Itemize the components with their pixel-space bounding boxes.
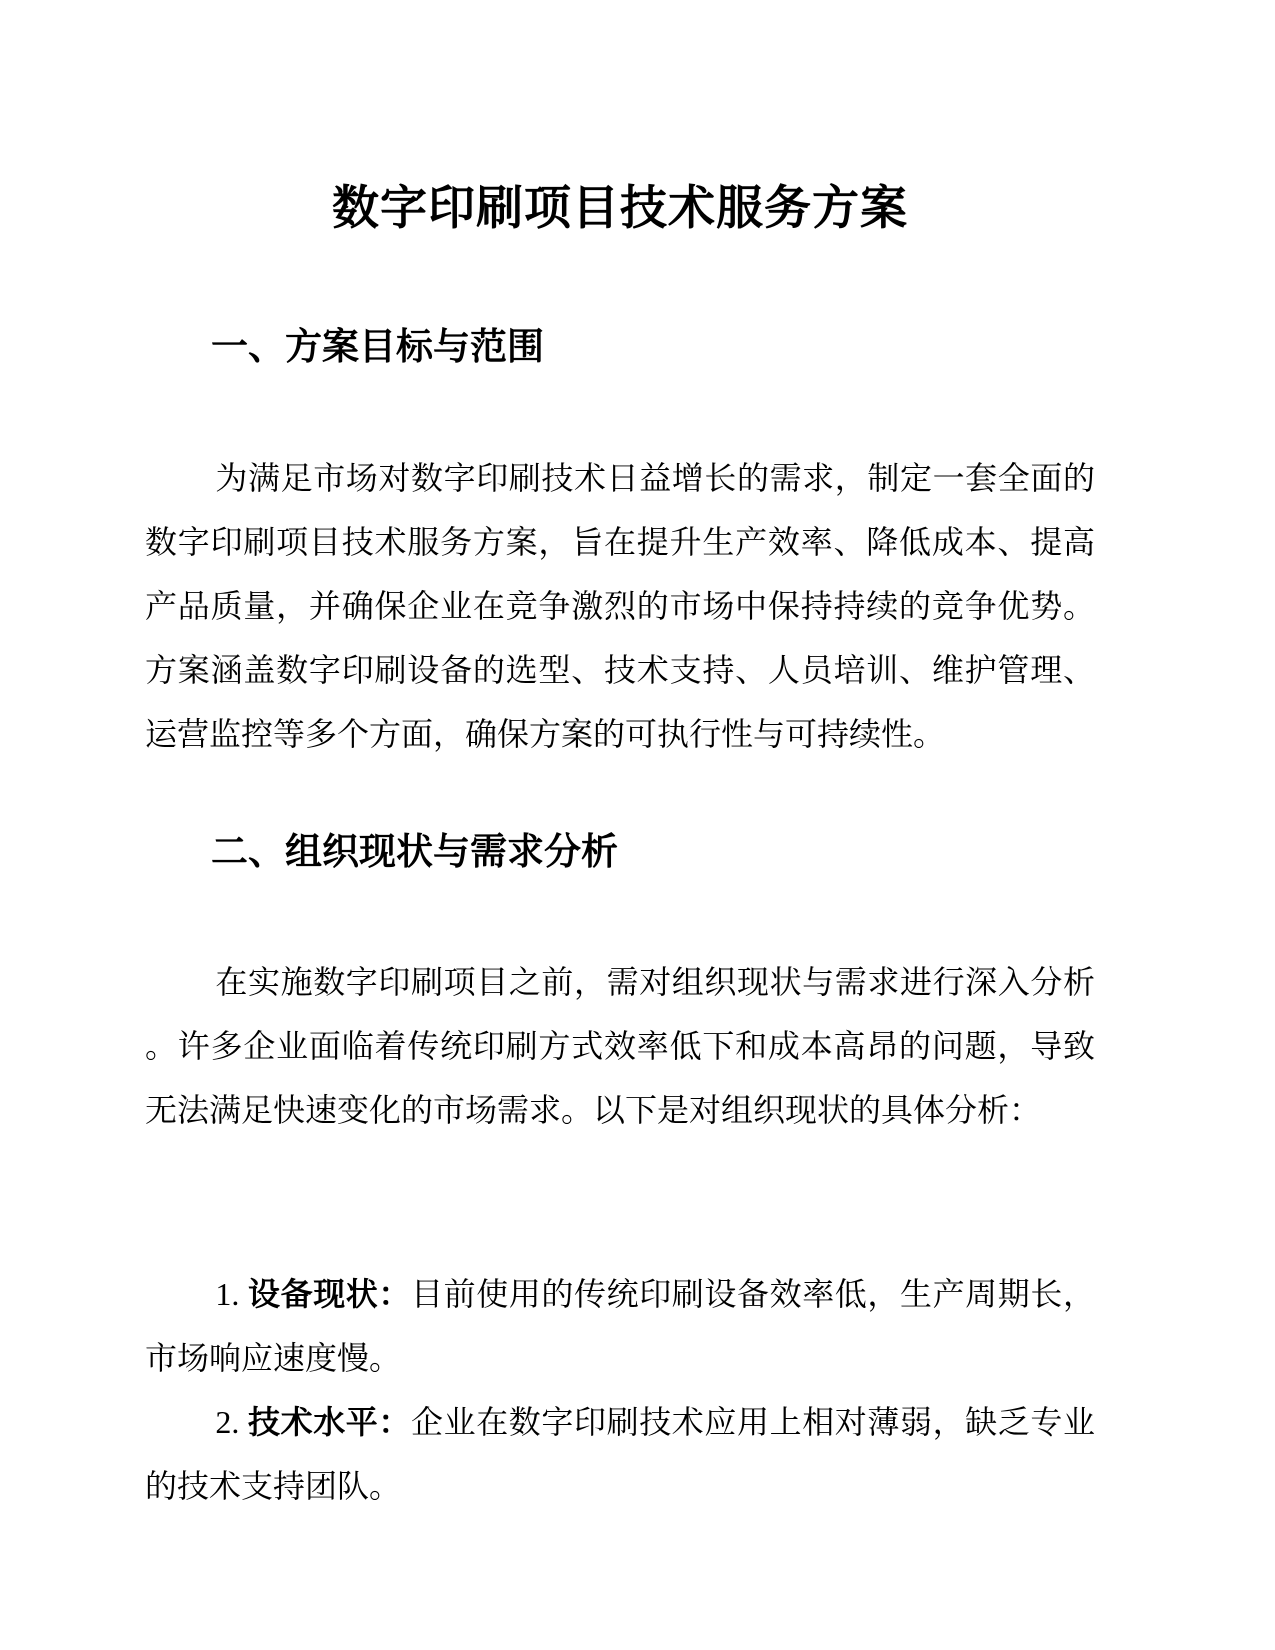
analysis-list: [145, 1262, 1095, 1518]
list-item-1: [145, 1262, 1095, 1390]
document-content: [145, 31, 1095, 1518]
list-item-2: [145, 1390, 1095, 1518]
list-item-2-text: 企业在数字印刷技术应用上相对薄弱，缺乏专业的技术支持团队。: [145, 1404, 1095, 1505]
document-title: 数字印刷项目技术服务方案: [332, 181, 908, 235]
section-heading-2: 二、组织现状与需求分析: [211, 831, 618, 873]
list-item-1-text: 目前使用的传统印刷设备效率低，生产周期长，市场响应速度慢。: [145, 1276, 1095, 1377]
section-2-paragraph: 在实施数字印刷项目之前，需对组织现状与需求进行深入分析。许多企业面临着传统印刷方式效率低下和成本高昂的问题，导致无法满足快速变化的市场需求。以下是对组织现状的具体分析：: [145, 964, 1095, 1129]
section-1-paragraph: 为满足市场对数字印刷技术日益增长的需求，制定一套全面的数字印刷项目技术服务方案，旨在提升生产效率、降低成本、提高产品质量，并确保企业在竞争激烈的市场中保持持续的竞争优势。方案涵盖数字印刷设备的选型、技术支持、人员培训、维护管理、运营监控等多个方面，确保方案的可执行性与可持续性。: [145, 460, 1095, 753]
list-item-1-label: 设备现状：: [248, 1276, 411, 1313]
list-item-1-number: 1.: [215, 1276, 248, 1313]
list-item-2-number: 2.: [215, 1404, 248, 1441]
section-heading-1: 一、方案目标与范围: [211, 326, 544, 368]
list-item-2-label: 技术水平：: [248, 1404, 411, 1441]
